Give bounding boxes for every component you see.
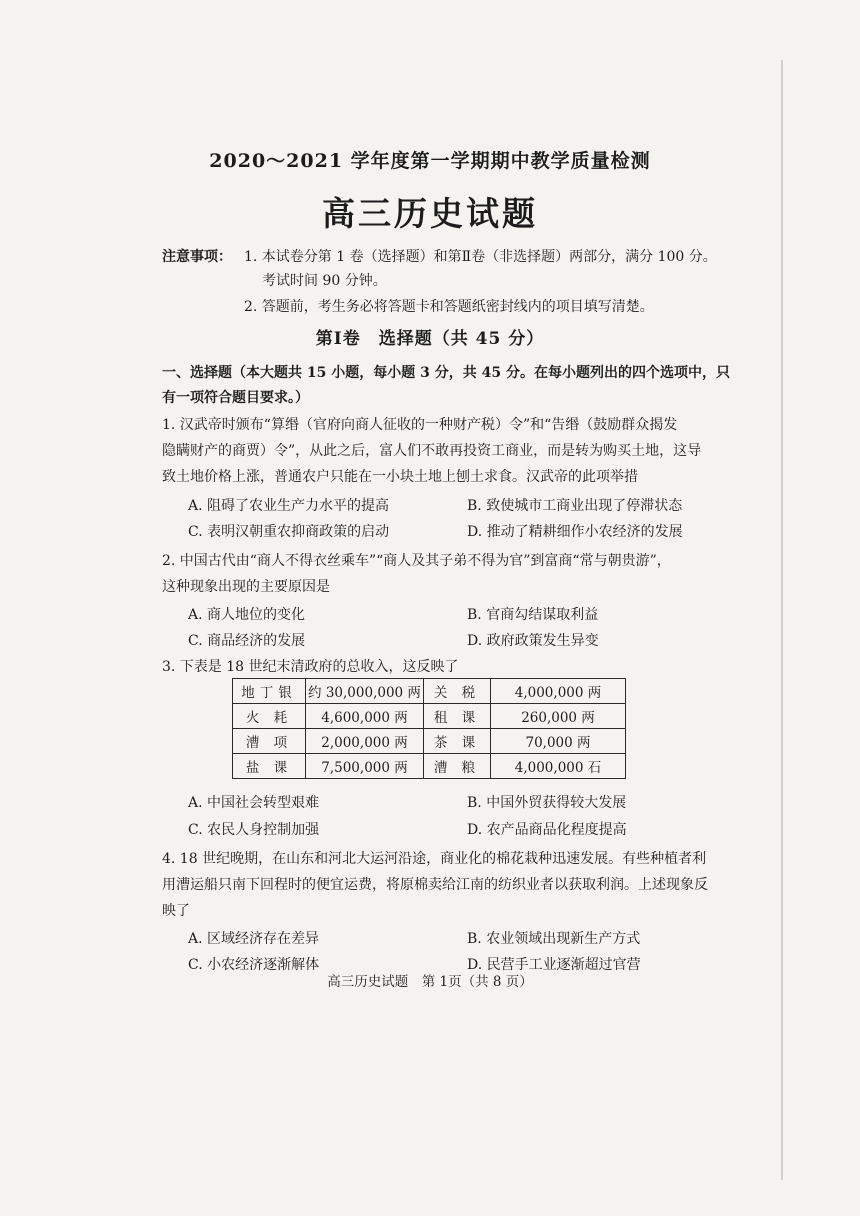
question-2-stem-line-1: 2. 中国古代由“商人不得衣丝乘车”“商人及其子弟不得为官”到富商“常与朝贵游”， [162,553,671,569]
notes-item-1-line-2: 考试时间 90 分钟。 [262,273,387,289]
question-4-stem-line-3: 映了 [162,903,190,919]
table-cell: 漕 项 [233,729,306,754]
table-row [233,679,626,704]
table-cell: 关 税 [424,679,491,704]
table-row [233,754,626,779]
question-3-option-c: C. 农民人身控制加强 [188,822,320,838]
question-3-option-b: B. 中国外贸获得较大发展 [467,795,627,811]
question-1-stem-line-2: 隐瞒财产的商贾）令”，从此之后，富人们不敢再投资工商业，而是转为购买土地，这导 [162,443,702,459]
table-cell: 7,500,000 两 [306,754,424,779]
question-4-option-c: C. 小农经济逐渐解体 [188,957,320,973]
table-cell: 约 30,000,000 两 [306,679,424,704]
table-cell: 4,600,000 两 [306,704,424,729]
question-2-option-d: D. 政府政策发生异变 [467,633,599,649]
question-2-option-b: B. 官商勾结谋取利益 [467,607,599,623]
question-3-option-d: D. 农产品商品化程度提高 [467,822,627,838]
question-3-stem-line-1: 3. 下表是 18 世纪末清政府的总收入，这反映了 [162,659,459,675]
question-1-option-b: B. 致使城市工商业出现了停滞状态 [467,498,683,514]
table-row [233,729,626,754]
question-4-option-b: B. 农业领域出现新生产方式 [467,931,641,947]
part-intro-line-1: 一、选择题（本大题共 15 小题，每小题 3 分，共 45 分。在每小题列出的四个选项中，只 [162,365,730,381]
table-row [233,704,626,729]
page-footer: 高三历史试题 第 1页（共 8 页） [327,974,533,990]
question-2-option-a: A. 商人地位的变化 [188,607,306,623]
question-2-option-c: C. 商品经济的发展 [188,633,306,649]
table-cell: 260,000 两 [491,704,626,729]
question-4-stem-line-1: 4. 18 世纪晚期，在山东和河北大运河沿途，商业化的棉花栽种迅速发展。有些种植者利 [162,851,707,867]
section-title: 第Ⅰ卷 选择题（共 45 分） [315,329,545,349]
notes-item-2: 2. 答题前，考生务必将答题卡和答题纸密封线内的项目填写清楚。 [244,299,654,315]
question-1-stem-line-1: 1. 汉武帝时颁布“算缗（官府向商人征收的一种财产税）令”和“告缗（鼓励群众揭发 [162,417,678,433]
table-cell: 盐 课 [233,754,306,779]
table-cell: 地丁银 [233,679,306,704]
table-cell: 租 课 [424,704,491,729]
table-cell: 漕 粮 [424,754,491,779]
question-1-stem-line-3: 致土地价格上涨，普通农户只能在一小块土地上刨土求食。汉武帝的此项举措 [162,469,638,485]
question-4-option-d: D. 民营手工业逐渐超过官营 [467,957,641,973]
question-4-stem-line-2: 用漕运船只南下回程时的便宜运费，将原棉卖给江南的纺织业者以获取利润。上述现象反 [162,877,708,893]
question-1-option-d: D. 推动了精耕细作小农经济的发展 [467,524,683,540]
question-1-option-c: C. 表明汉朝重农抑商政策的启动 [188,524,390,540]
notes-item-1-line-1: 1. 本试卷分第 1 卷（选择题）和第Ⅱ卷（非选择题）两部分，满分 100 分。 [244,249,717,265]
revenue-table [232,678,626,779]
question-1-option-a: A. 阻碍了农业生产力水平的提高 [188,498,390,514]
question-3-option-a: A. 中国社会转型艰难 [188,795,320,811]
exam-subtitle: 2020～2021 学年度第一学期期中教学质量检测 [209,150,651,172]
exam-title: 高三历史试题 [322,194,538,233]
question-4-option-a: A. 区域经济存在差异 [188,931,320,947]
table-cell: 2,000,000 两 [306,729,424,754]
notes-label: 注意事项： [162,249,232,265]
table-cell: 70,000 两 [491,729,626,754]
table-cell: 茶 课 [424,729,491,754]
table-cell: 4,000,000 两 [491,679,626,704]
part-intro-line-2: 有一项符合题目要求。） [162,390,309,406]
question-2-stem-line-2: 这种现象出现的主要原因是 [162,579,330,595]
table-cell: 火 耗 [233,704,306,729]
table-cell: 4,000,000 石 [491,754,626,779]
